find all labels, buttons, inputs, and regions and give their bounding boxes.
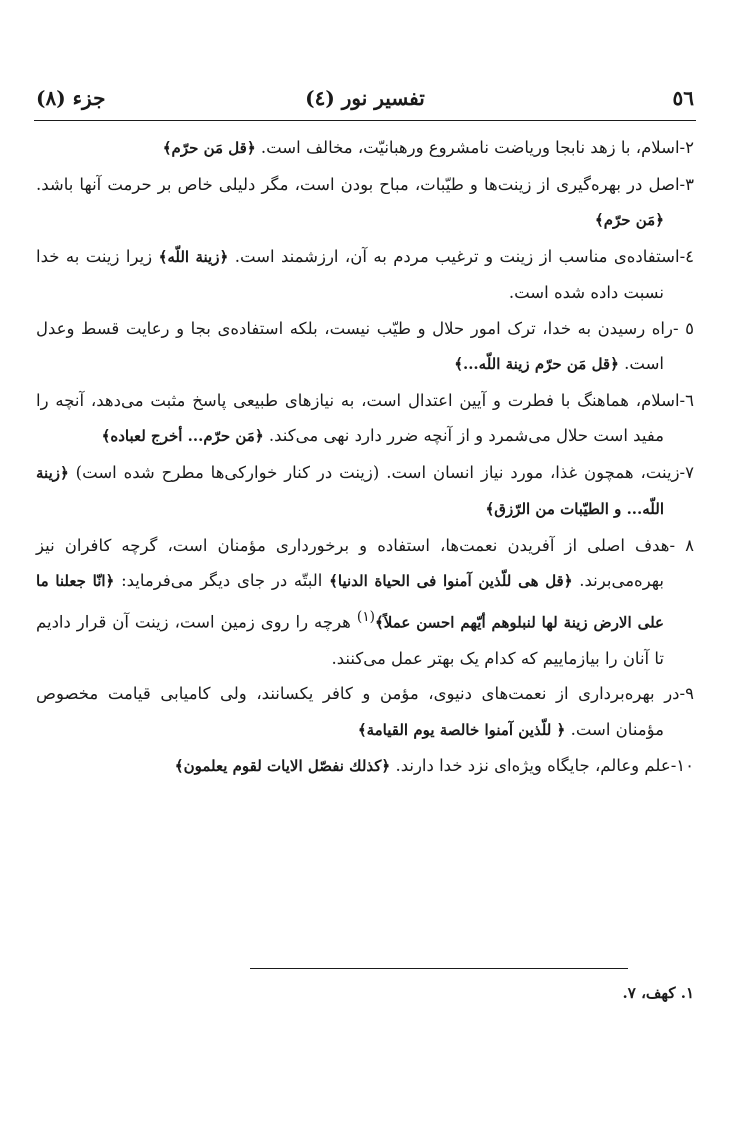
item-text: هدف اصلی از آفریدن نعمت‌ها، استفاده و برخورداری مؤمنان است، گرچه کافران نیز بهره‌می‌برند. <box>36 535 670 590</box>
item-text: اسلام، با زهد نابجا وریاضت نامشروع ورهبانیّت، مخالف است. <box>255 138 680 157</box>
item-text: زینت، همچون غذا، مورد نیاز انسان است. (زینت در کنار خوارکی‌ها مطرح شده است) <box>68 462 680 482</box>
list-item <box>36 455 694 528</box>
item-number: ٥ - <box>672 318 694 338</box>
part-label: جزء (٨) <box>36 86 106 110</box>
item-text-after: البتّه در جای دیگر می‌فرماید: <box>114 571 330 590</box>
list-item <box>36 748 694 785</box>
item-number: ١٠- <box>670 756 694 775</box>
item-number: ٩- <box>679 684 694 703</box>
quran-quote: ﴿زینة اللّه... و الطیّبات من الرّزق﴾ <box>36 463 664 518</box>
quran-quote: ﴿ للّذین آمنوا خالصة یوم القیامة﴾ <box>357 720 566 739</box>
quran-quote: ﴿مَن حرّم... أخرج لعباده﴾ <box>101 427 264 445</box>
page-number: ٥٦ <box>672 86 694 110</box>
list-item <box>36 528 694 677</box>
item-number: ٣- <box>679 174 694 194</box>
item-text: راه رسیدن به خدا، ترک امور حلال و طیّب نیست، بلکه استفاده‌ی بجا و رعایت قسط وعدل است. <box>36 318 673 373</box>
footnote-divider <box>250 968 628 969</box>
quran-quote: ﴿قل مَن حرّم﴾ <box>162 139 256 157</box>
item-text: علم وعالم، جایگاه ویژه‌ای نزد خدا دارند. <box>390 756 671 775</box>
item-text: در بهره‌برداری از نعمت‌های دنیوی، مؤمن و کافر یکسانند، ولی کامیابی قیامت مخصوص مؤمنان است. <box>36 684 680 739</box>
item-number: ٢- <box>679 138 694 157</box>
item-text: استفاده‌ی مناسب از زینت و ترغیب مردم به آن، ارزشمند است. <box>228 246 680 266</box>
list-item <box>36 167 694 239</box>
item-number: ٦- <box>679 390 694 410</box>
item-text: اصل در بهره‌گیری از زینت‌ها و طیّبات، مباح بودن است، مگر دلیلی خاص بر حرمت آنها باشد. <box>36 174 680 194</box>
quran-quote: ﴿کذلك نفصّل الایات لقوم یعلمون﴾ <box>174 757 391 775</box>
quran-quote: ﴿قل مَن حرّم زینة اللّه...﴾ <box>454 355 619 373</box>
list-item <box>36 383 694 455</box>
footnote: ١. کهف، ٧. <box>622 984 694 1002</box>
quran-quote-2: ﴿انّا جعلنا ما علی الارض زینة لها لنبلوهم أیّهم احسن عملاً﴾ <box>36 572 664 631</box>
item-text-after-2: هرچه را روی زمین است، زینت آن قرار دادیم تا آنان را بیازماییم که کدام یک بهتر عمل می‌کنند. <box>36 612 664 668</box>
page-body <box>36 130 694 785</box>
item-number: ٧- <box>679 462 694 482</box>
item-text-after: زیرا زینت به خدا نسبت داده شده است. <box>36 246 664 302</box>
list-item <box>36 311 694 383</box>
list-item <box>36 130 694 167</box>
page-header <box>36 86 694 118</box>
header-divider <box>34 120 696 121</box>
list-item <box>36 676 694 748</box>
quran-quote: ﴿زینة اللّه﴾ <box>158 247 229 266</box>
item-number: ٤- <box>679 246 695 266</box>
footnote-ref: (١) <box>356 608 375 625</box>
quran-quote: ﴿قل هی للّذین آمنوا فی الحیاة الدنیا﴾ <box>329 572 573 590</box>
item-text: اسلام، هماهنگ با فطرت و آیین اعتدال است، به نیازهای طبیعی پاسخ مثبت می‌دهد، آنچه را مفید است حلال می‌شمرد و از آنچه ضرر دارد نهی می‌کند. <box>36 390 680 445</box>
book-title: تفسیر نور (٤) <box>305 86 425 110</box>
quran-quote: ﴿مَن حرّم﴾ <box>594 211 664 229</box>
item-number: ٨ - <box>669 535 694 555</box>
list-item <box>36 239 694 311</box>
